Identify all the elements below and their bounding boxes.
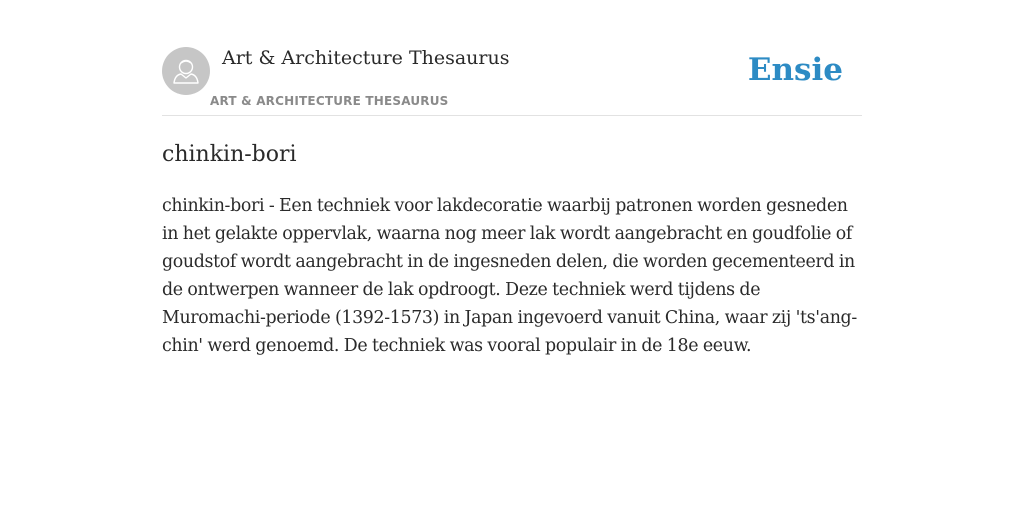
entry-term: chinkin-bori: [162, 142, 297, 167]
source-subtitle: ART & ARCHITECTURE THESAURUS: [210, 94, 449, 108]
source-header: [162, 0, 862, 116]
source-title[interactable]: Art & Architecture Thesaurus: [222, 47, 510, 69]
user-icon: [162, 47, 210, 95]
content-container: [162, 0, 862, 360]
avatar[interactable]: [162, 47, 210, 95]
entry-definition: chinkin-bori - Een techniek voor lakdecoratie waarbij patronen worden gesneden in het gelakte oppervlak, waarna nog meer lak wordt aangebracht en goudfolie of goudstof wordt aangebracht in de ingesneden delen, die worden gecementeerd in de ontwerpen wanneer de lak opdroogt. Deze techniek werd tijdens de Muromachi-periode (1392-1573) in Japan ingevoerd vanuit China, waar zij 'ts'ang-chin' werd genoemd. De techniek was vooral populair in de 18e eeuw.: [162, 196, 857, 356]
brand-logo[interactable]: Ensie: [747, 52, 843, 88]
